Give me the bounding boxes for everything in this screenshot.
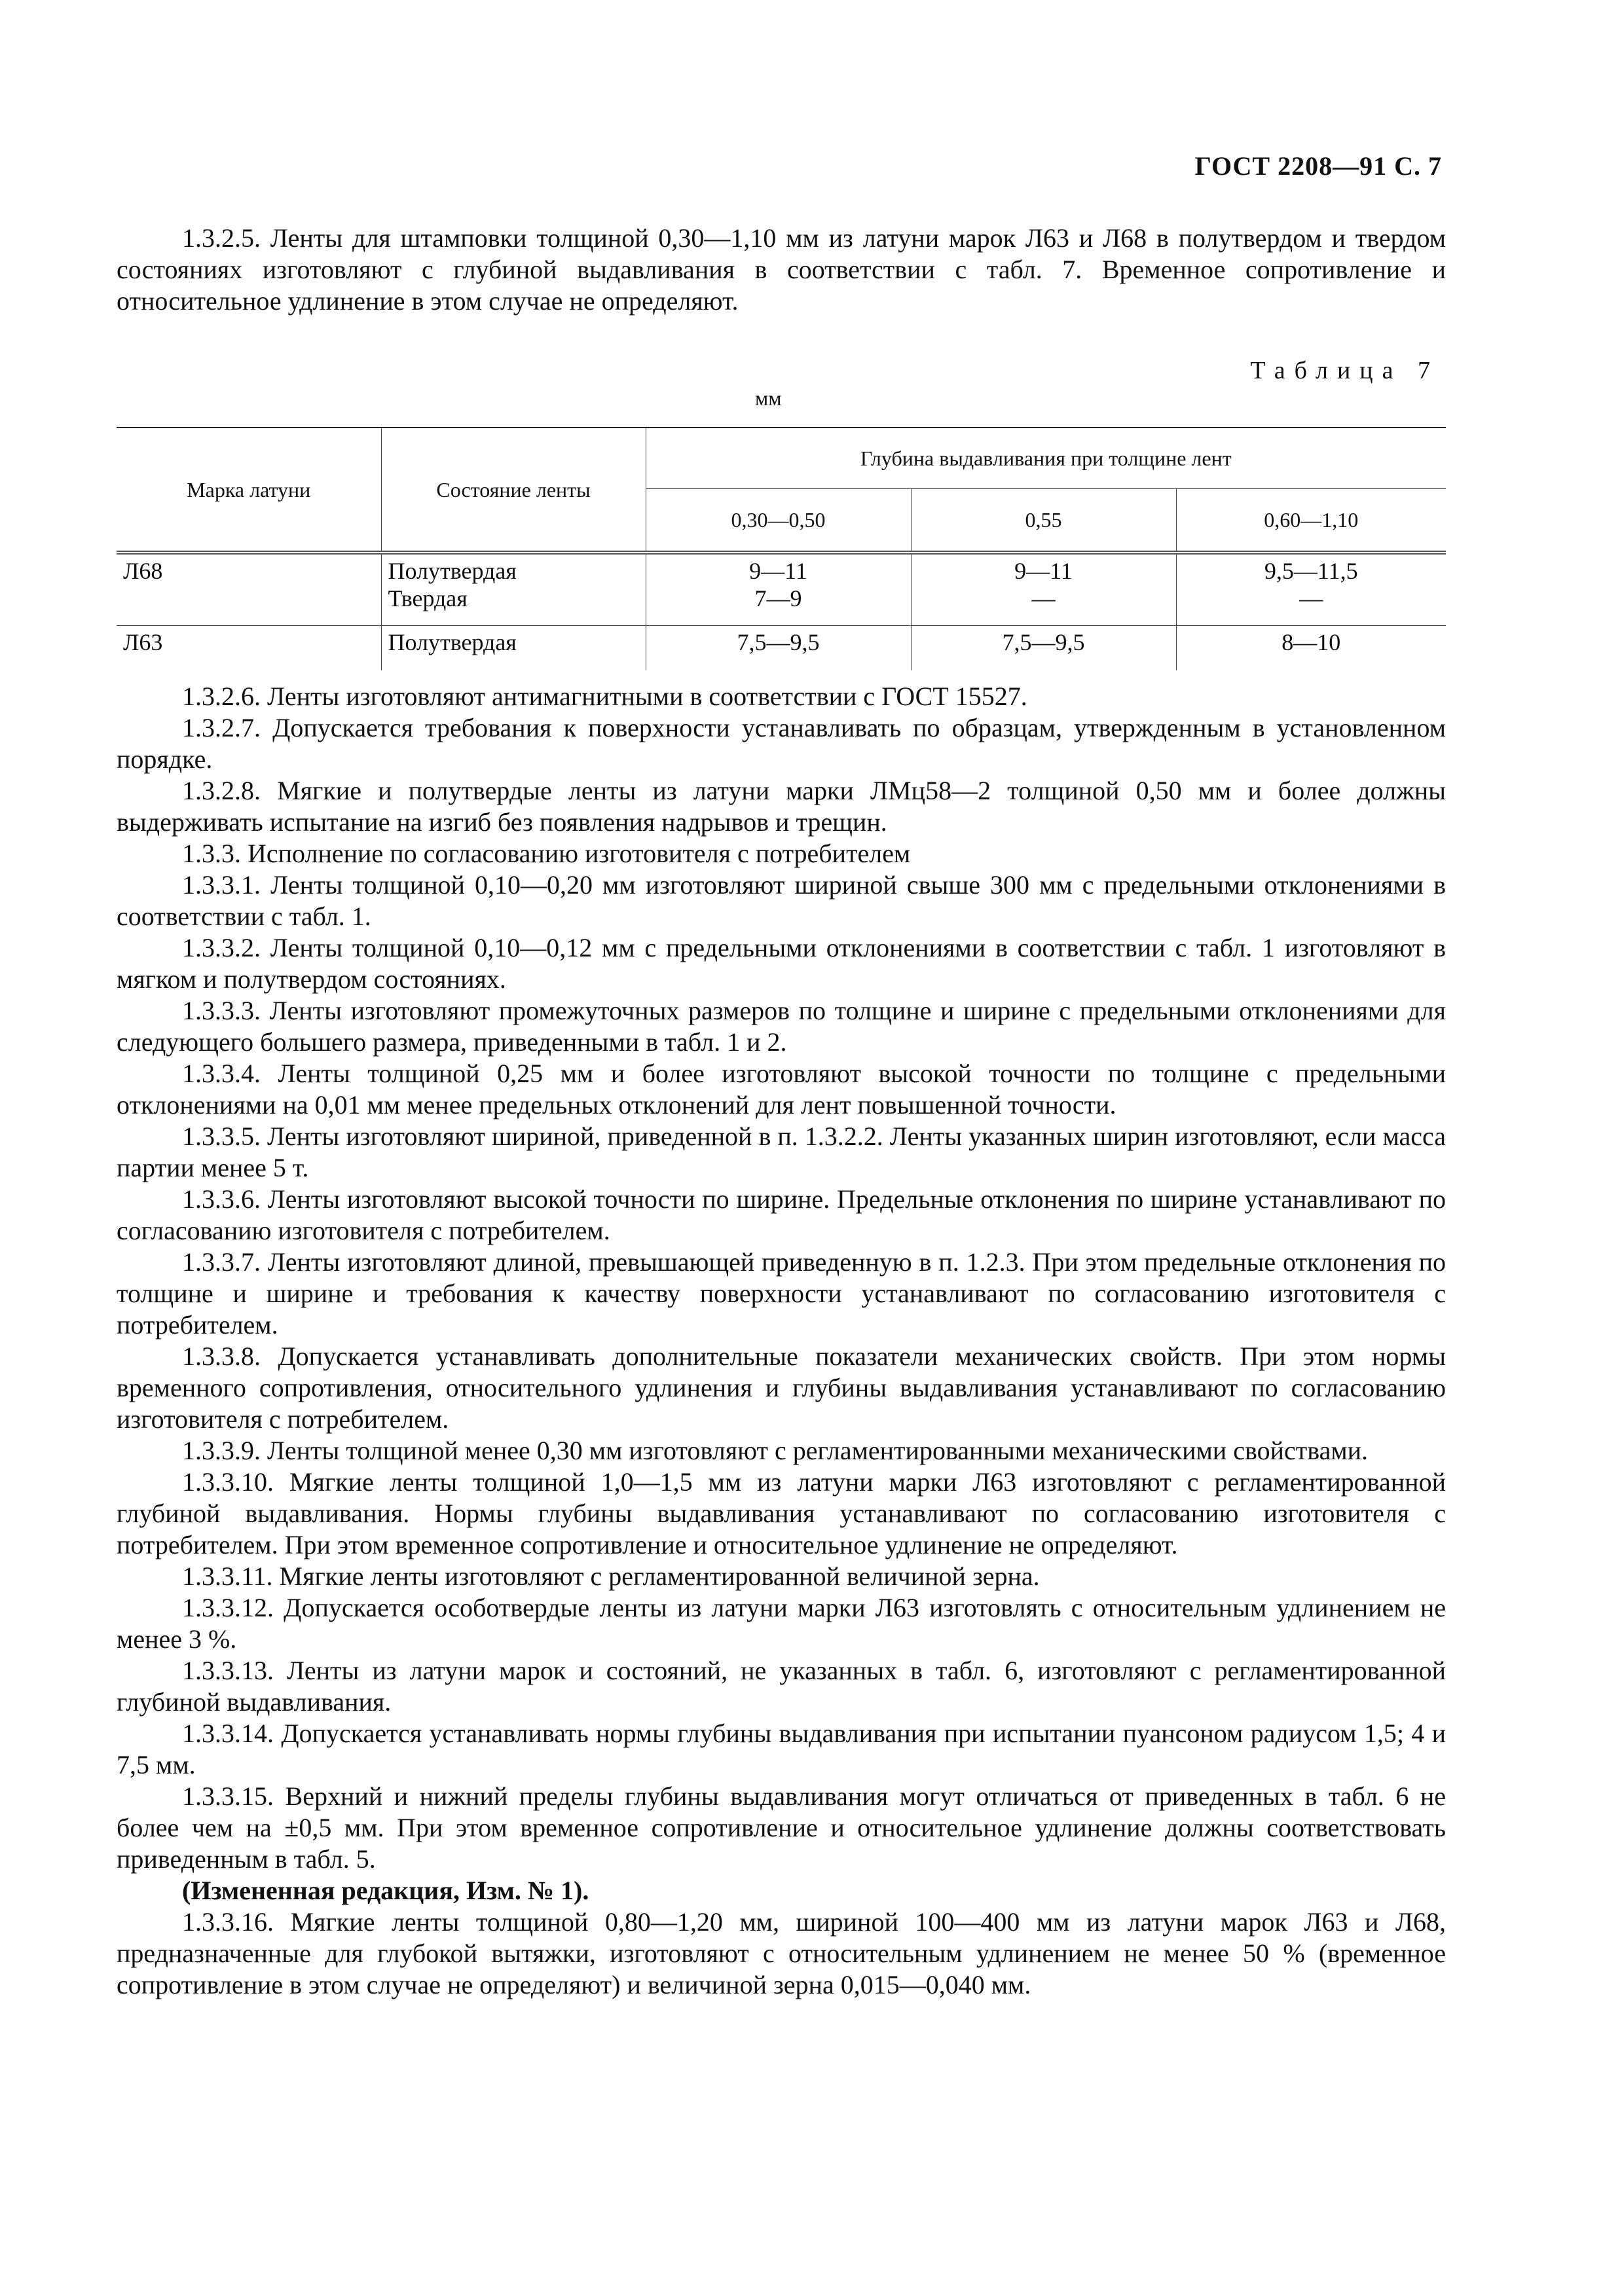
paragraph: 1.3.3.9. Ленты толщиной менее 0,30 мм изготовляют с регламентированными механическими свойствами. [182, 1436, 1369, 1465]
brand-cell: Л63 [117, 626, 381, 671]
paragraph: 1.3.3.15. Верхний и нижний пределы глубины выдавливания могут отличаться от приведенных в табл. 6 не более чем на ±0,5 мм. При этом временное сопротивление и относительное удлинение должны соответствовать приведенным в табл. 5. [117, 1781, 1446, 1874]
paragraph: 1.3.2.8. Мягкие и полутвердые ленты из латуни марки ЛМц58—2 толщиной 0,50 мм и более должны выдерживать испытание на изгиб без появления надрывов и трещин. [117, 776, 1446, 837]
column-header-thickness: 0,60—1,10 [1176, 489, 1446, 553]
state-cell [381, 626, 646, 671]
depth-value: 7—9 [754, 585, 802, 611]
column-header-thickness: 0,30—0,50 [646, 489, 911, 553]
column-header-state: Состояние ленты [381, 428, 646, 553]
depth-value: 9—11 [1014, 558, 1073, 584]
paragraph-list [117, 681, 1446, 2001]
page-header: ГОСТ 2208—91 С. 7 [1194, 151, 1442, 181]
state-value: Полутвердая [388, 629, 517, 655]
depth-value: — [1299, 585, 1323, 611]
paragraph-1-3-2-5: 1.3.2.5. Ленты для штамповки толщиной 0,30—1,10 мм из латуни марок Л63 и Л68 в полутвердом и твердом состояниях изготовляют с глубиной выдавливания в соответствии с табл. 7. Временное сопротивление и относительное удлинение в этом случае не определяют. [117, 223, 1446, 316]
document-body [117, 223, 1446, 2001]
table-title: Таблица 7 [1250, 357, 1439, 384]
paragraph: 1.3.3.12. Допускается особотвердые ленты из латуни марки Л63 изготовлять с относительным удлинением не менее 3 %. [117, 1593, 1446, 1654]
table-row [117, 553, 1446, 626]
depth-value: 7,5—9,5 [737, 629, 820, 655]
paragraph: 1.3.3.11. Мягкие ленты изготовляют с регламентированной величиной зерна. [182, 1561, 1040, 1591]
paragraph: 1.3.2.6. Ленты изготовляют антимагнитными в соответствии с ГОСТ 15527. [182, 682, 1027, 711]
paragraph: 1.3.3.7. Ленты изготовляют длиной, превышающей приведенную в п. 1.2.3. При этом предельные отклонения по толщине и ширине и требования к качеству поверхности устанавливают по согласованию изготовителя с потребителем. [117, 1247, 1446, 1339]
paragraph: 1.3.3.4. Ленты толщиной 0,25 мм и более изготовляют высокой точности по толщине с предельными отклонениями на 0,01 мм менее предельных отклонений для лент повышенной точности. [117, 1059, 1446, 1120]
depth-value: 7,5—9,5 [1002, 629, 1085, 655]
depth-cell [1176, 553, 1446, 626]
state-cell [381, 553, 646, 626]
column-header-depth-group: Глубина выдавливания при толщине лент [646, 428, 1446, 489]
table-7 [117, 427, 1446, 670]
column-header-thickness: 0,55 [911, 489, 1176, 553]
depth-value: — [1031, 585, 1056, 611]
brand-cell: Л68 [117, 553, 381, 626]
depth-cell [646, 553, 911, 626]
table-row [117, 626, 1446, 671]
state-value: Твердая [388, 585, 468, 611]
amendment-note: (Измененная редакция, Изм. № 1). [182, 1876, 589, 1905]
table-caption [117, 355, 1446, 427]
paragraph: 1.3.3.8. Допускается устанавливать дополнительные показатели механических свойств. При этом нормы временного сопротивления, относительного удлинения и глубины выдавливания устанавливают по согласованию изготовителя с потребителем. [117, 1341, 1446, 1434]
depth-cell [911, 626, 1176, 671]
paragraph: 1.3.3.3. Ленты изготовляют промежуточных размеров по толщине и ширине с предельными отклонениями для следующего большего размера, приведенными в табл. 1 и 2. [117, 996, 1446, 1057]
depth-cell [911, 553, 1176, 626]
table-unit: мм [755, 386, 782, 410]
depth-value: 9,5—11,5 [1264, 558, 1358, 584]
paragraph: 1.3.3.6. Ленты изготовляют высокой точности по ширине. Предельные отклонения по ширине устанавливают по согласованию изготовителя с потребителем. [117, 1184, 1446, 1245]
depth-cell [1176, 626, 1446, 671]
paragraph: 1.3.3.14. Допускается устанавливать нормы глубины выдавливания при испытании пуансоном радиусом 1,5; 4 и 7,5 мм. [117, 1719, 1446, 1779]
paragraph: 1.3.3.1. Ленты толщиной 0,10—0,20 мм изготовляют шириной свыше 300 мм с предельными отклонениями в соответствии с табл. 1. [117, 870, 1446, 931]
section-heading: 1.3.3. Исполнение по согласованию изготовителя с потребителем [182, 839, 911, 868]
state-value: Полутвердая [388, 558, 517, 584]
paragraph: 1.3.3.2. Ленты толщиной 0,10—0,12 мм с предельными отклонениями в соответствии с табл. 1 изготовляют в мягком и полутвердом состояниях. [117, 933, 1446, 994]
column-header-brand: Марка латуни [117, 428, 381, 553]
paragraph: 1.3.3.16. Мягкие ленты толщиной 0,80—1,20 мм, шириной 100—400 мм из латуни марок Л63 и Л68, предназначенные для глубокой вытяжки, изготовляют с относительным удлинением не менее 50 % (временное сопротивление в этом случае не определяют) и величиной зерна 0,015—0,040 мм. [117, 1907, 1446, 1999]
depth-value: 8—10 [1281, 629, 1341, 655]
depth-cell [646, 626, 911, 671]
paragraph: 1.3.3.5. Ленты изготовляют шириной, приведенной в п. 1.3.2.2. Ленты указанных ширин изготовляют, если масса партии менее 5 т. [117, 1121, 1446, 1182]
paragraph: 1.3.2.7. Допускается требования к поверхности устанавливать по образцам, утвержденным в установленном порядке. [117, 713, 1446, 774]
paragraph: 1.3.3.10. Мягкие ленты толщиной 1,0—1,5 мм из латуни марки Л63 изготовляют с регламентированной глубиной выдавливания. Нормы глубины выдавливания устанавливают по согласованию изготовителя с потребителем. При этом временное сопротивление и относительное удлинение не определяют. [117, 1467, 1446, 1559]
paragraph: 1.3.3.13. Ленты из латуни марок и состояний, не указанных в табл. 6, изготовляют с регламентированной глубиной выдавливания. [117, 1656, 1446, 1717]
depth-value: 9—11 [749, 558, 807, 584]
